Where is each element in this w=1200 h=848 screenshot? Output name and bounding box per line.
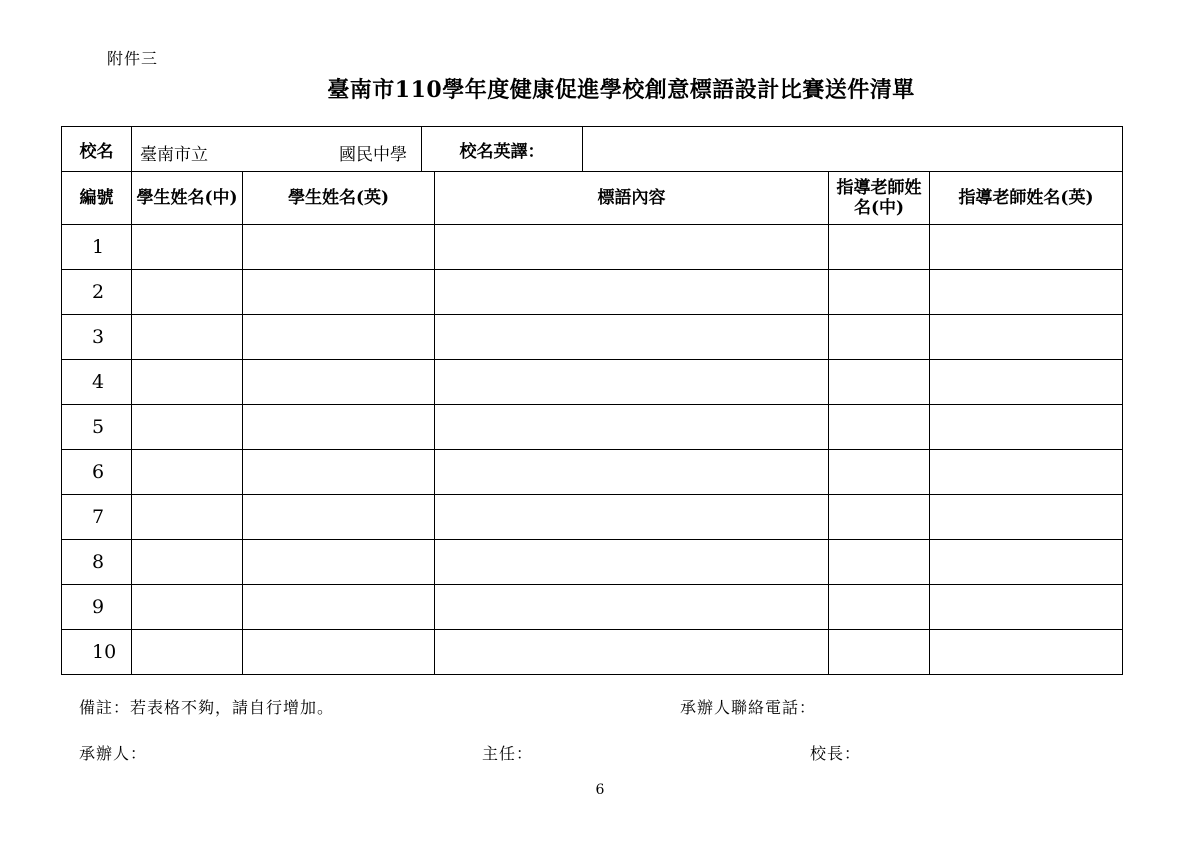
student-name-zh-cell[interactable] — [132, 405, 243, 450]
student-name-en-cell[interactable] — [243, 270, 435, 315]
slogan-cell[interactable] — [435, 495, 829, 540]
slogan-cell[interactable] — [435, 360, 829, 405]
student-name-zh-cell[interactable] — [132, 630, 243, 675]
slogan-cell[interactable] — [435, 270, 829, 315]
row-number: 3 — [62, 315, 132, 360]
table-row — [62, 225, 1123, 270]
student-name-en-cell[interactable] — [243, 630, 435, 675]
col-header-teacher-name-en: 指導老師姓名(英) — [930, 172, 1123, 225]
school-name-prefix: 臺南市立 — [140, 145, 208, 165]
student-name-en-cell[interactable] — [243, 540, 435, 585]
student-name-en-cell[interactable] — [243, 315, 435, 360]
teacher-name-zh-cell[interactable] — [829, 405, 930, 450]
page-number: 6 — [595, 782, 605, 798]
student-name-zh-cell[interactable] — [132, 270, 243, 315]
slogan-cell[interactable] — [435, 405, 829, 450]
row-number: 7 — [62, 495, 132, 540]
slogan-cell[interactable] — [435, 450, 829, 495]
teacher-name-en-cell[interactable] — [930, 630, 1123, 675]
school-name-label: 校名 — [62, 127, 132, 172]
table-row — [62, 450, 1123, 495]
student-name-zh-cell[interactable] — [132, 450, 243, 495]
table-row — [62, 495, 1123, 540]
footer-director: 主任： — [482, 744, 534, 763]
table-row — [62, 315, 1123, 360]
teacher-name-en-cell[interactable] — [930, 495, 1123, 540]
teacher-name-en-cell[interactable] — [930, 360, 1123, 405]
teacher-name-zh-cell[interactable] — [829, 630, 930, 675]
teacher-name-en-cell[interactable] — [930, 450, 1123, 495]
teacher-name-zh-cell[interactable] — [829, 315, 930, 360]
teacher-name-en-cell[interactable] — [930, 270, 1123, 315]
student-name-zh-cell[interactable] — [132, 360, 243, 405]
student-name-zh-cell[interactable] — [132, 585, 243, 630]
student-name-zh-cell[interactable] — [132, 225, 243, 270]
footer-principal: 校長： — [810, 744, 862, 763]
teacher-name-zh-cell[interactable] — [829, 540, 930, 585]
teacher-name-zh-cell[interactable] — [829, 450, 930, 495]
teacher-name-en-cell[interactable] — [930, 315, 1123, 360]
footer-note: 備註：若表格不夠，請自行增加。 — [79, 698, 335, 717]
teacher-name-zh-cell[interactable] — [829, 495, 930, 540]
row-number: 4 — [62, 360, 132, 405]
row-number: 10 — [62, 630, 132, 675]
footer-contact-phone: 承辦人聯絡電話： — [680, 698, 817, 717]
student-name-zh-cell[interactable] — [132, 540, 243, 585]
table-row — [62, 360, 1123, 405]
document-title: 臺南市110學年度健康促進學校創意標語設計比賽送件清單 — [327, 77, 915, 103]
row-number: 8 — [62, 540, 132, 585]
col-header-student-name-zh: 學生姓名(中) — [132, 172, 243, 225]
teacher-name-zh-cell[interactable] — [829, 585, 930, 630]
student-name-en-cell[interactable] — [243, 450, 435, 495]
table-row — [62, 405, 1123, 450]
school-name-value[interactable] — [132, 127, 422, 171]
teacher-name-en-cell[interactable] — [930, 585, 1123, 630]
slogan-cell[interactable] — [435, 225, 829, 270]
teacher-name-en-cell[interactable] — [930, 405, 1123, 450]
student-name-zh-cell[interactable] — [132, 315, 243, 360]
table-row — [62, 585, 1123, 630]
col-header-student-name-en: 學生姓名(英) — [243, 172, 435, 225]
slogan-cell[interactable] — [435, 630, 829, 675]
student-name-en-cell[interactable] — [243, 585, 435, 630]
table-row — [62, 540, 1123, 585]
slogan-cell[interactable] — [435, 315, 829, 360]
student-name-en-cell[interactable] — [243, 405, 435, 450]
table-row — [62, 270, 1123, 315]
student-name-zh-cell[interactable] — [132, 495, 243, 540]
school-row — [62, 127, 1123, 172]
column-header-row — [62, 172, 1123, 225]
table-row — [62, 630, 1123, 675]
row-number: 6 — [62, 450, 132, 495]
school-name-suffix: 國民中學 — [339, 145, 407, 165]
school-name-field[interactable] — [132, 127, 1123, 172]
teacher-name-zh-cell[interactable] — [829, 270, 930, 315]
col-header-number: 編號 — [62, 172, 132, 225]
slogan-cell[interactable] — [435, 585, 829, 630]
row-number: 5 — [62, 405, 132, 450]
teacher-name-en-cell[interactable] — [930, 225, 1123, 270]
col-header-teacher-name-zh: 指導老師姓名(中) — [829, 172, 930, 225]
student-name-en-cell[interactable] — [243, 360, 435, 405]
col-header-slogan: 標語內容 — [435, 172, 829, 225]
footer-handler: 承辦人： — [79, 744, 148, 763]
row-number: 1 — [62, 225, 132, 270]
english-name-label: 校名英譯： — [422, 127, 583, 171]
submission-table — [61, 126, 1123, 675]
teacher-name-zh-cell[interactable] — [829, 360, 930, 405]
english-name-field[interactable] — [583, 127, 1122, 171]
teacher-name-en-cell[interactable] — [930, 540, 1123, 585]
attachment-label: 附件三 — [107, 49, 159, 68]
row-number: 2 — [62, 270, 132, 315]
student-name-en-cell[interactable] — [243, 495, 435, 540]
row-number: 9 — [62, 585, 132, 630]
teacher-name-zh-cell[interactable] — [829, 225, 930, 270]
student-name-en-cell[interactable] — [243, 225, 435, 270]
slogan-cell[interactable] — [435, 540, 829, 585]
